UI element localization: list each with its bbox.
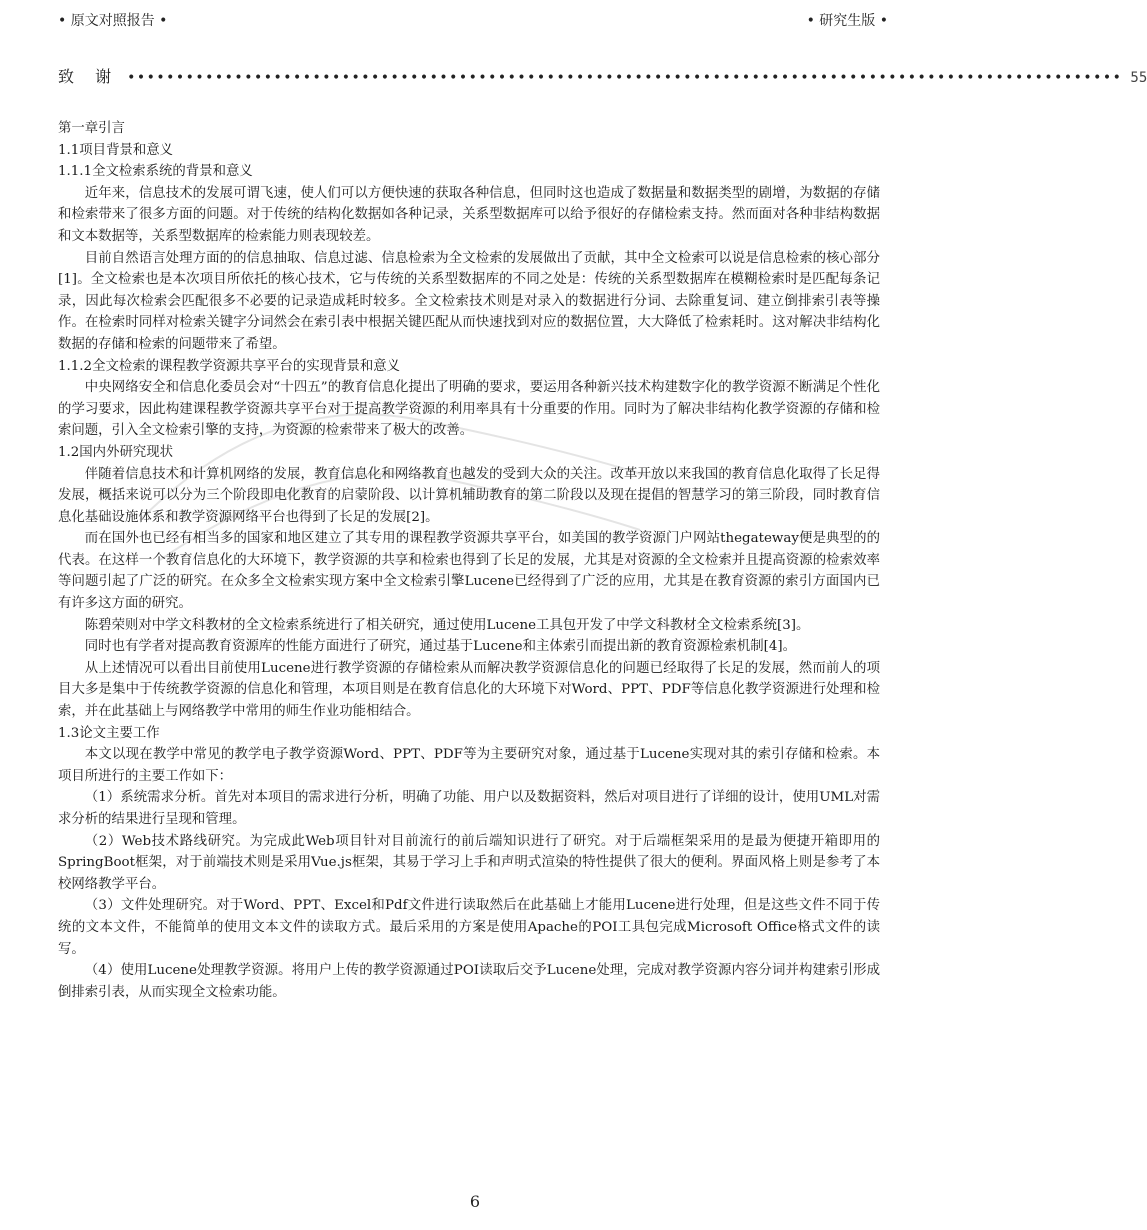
toc-leader-dots: •••••••••••••••••••••••••••••••••••••••••••••••••••••••••••••••••••••••••••••••••••••••••••••••••••••• bbox=[127, 70, 1123, 86]
section-heading: 1.1项目背景和意义 bbox=[58, 142, 174, 158]
document-body bbox=[58, 118, 880, 1003]
paragraph: 而在国外也已经有相当多的国家和地区建立了其专用的课程教学资源共享平台，如美国的教学资源门户网站thegateway便是典型的的代表。在这样一个教育信息化的大环境下，教学资源的共享和检索也得到了长足的发展，尤其是对资源的全文检索并且提高资源的检索效率等问题引起了广泛的研究。在众多全文检索实现方案中全文检索引擎Lucene已经得到了广泛的应用，尤其是在教育资源的索引方面国内已有许多这方面的研究。 bbox=[58, 531, 880, 612]
section-heading: 第一章引言 bbox=[58, 121, 125, 136]
header-right: • 研究生版 • bbox=[806, 13, 888, 29]
paragraph: 本文以现在教学中常见的教学电子教学资源Word、PPT、PDF等为主要研究对象，通过基于Lucene实现对其的索引存储和检索。本项目所进行的主要工作如下： bbox=[58, 747, 880, 784]
paragraph: 从上述情况可以看出目前使用Lucene进行教学资源的存储检索从而解决教学资源信息化的问题已经取得了长足的发展，然而前人的项目大多是集中于传统教学资源的信息化和管理，本项目则是在教育信息化的大环境下对Word、PPT、PDF等信息化教学资源进行处理和检索，并在此基础上与网络教学中常用的师生作业功能相结合。 bbox=[58, 660, 880, 720]
paragraph: （3）文件处理研究。对于Word、PPT、Excel和Pdf文件进行读取然后在此基础上才能用Lucene进行处理，但是这些文件不同于传统的文本文件，不能简单的使用文本文件的读取方式。最后采用的方案是使用Apache的POI工具包完成Microsoft Office格式文件的读写。 bbox=[58, 898, 880, 957]
paragraph: 近年来，信息技术的发展可谓飞速，使人们可以方便快速的获取各种信息，但同时这也造成了数据量和数据类型的剧增，为数据的存储和检索带来了很多方面的问题。对于传统的结构化数据如各种记录，关系型数据库可以给予很好的存储检索支持。然而面对各种非结构数据和文本数据等，关系型数据库的检索能力则表现较差。 bbox=[58, 185, 880, 244]
toc-page-number: 55 bbox=[1130, 70, 1147, 86]
toc-title: 致 谢 bbox=[58, 67, 120, 86]
paragraph: 同时也有学者对提高教育资源库的性能方面进行了研究，通过基于Lucene和主体索引而提出新的教育资源检索机制[4]。 bbox=[84, 639, 797, 655]
section-heading: 1.3论文主要工作 bbox=[58, 725, 160, 741]
toc-entry[interactable] bbox=[58, 64, 1147, 87]
header-left: • 原文对照报告 • bbox=[58, 13, 168, 29]
paragraph: 陈碧荣则对中学文科教材的全文检索系统进行了相关研究，通过使用Lucene工具包开发了中学文科教材全文检索系统[3]。 bbox=[84, 617, 810, 633]
paragraph: （4）使用Lucene处理教学资源。将用户上传的教学资源通过POI读取后交予Lucene处理，完成对教学资源内容分词并构建索引形成倒排索引表，从而实现全文检索功能。 bbox=[58, 963, 880, 1000]
paragraph: 目前自然语言处理方面的的信息抽取、信息过滤、信息检索为全文检索的发展做出了贡献，其中全文检索可以说是信息检索的核心部分[1]。全文检索也是本次项目所依托的核心技术，它与传统的关系型数据库的不同之处是：传统的关系型数据库在模糊检索时是匹配每条记录，因此每次检索会匹配很多不必要的记录造成耗时较多。全文检索技术则是对录入的数据进行分词、去除重复词、建立倒排索引表等操作。在检索时同样对检索关键字分词然会在索引表中根据关键匹配从而快速找到对应的数据位置，大大降低了检索耗时。这对解决非结构化数据的存储和检索的问题带来了希望。 bbox=[58, 250, 880, 352]
paragraph: 中央网络安全和信息化委员会对“十四五”的教育信息化提出了明确的要求，要运用各种新兴技术构建数字化的教学资源不断满足个性化的学习要求，因此构建课程教学资源共享平台对于提高教学资源的利用率具有十分重要的作用。同时为了解决非结构化教学资源的存储和检索问题，引入全文检索引擎的支持，为资源的检索带来了极大的改善。 bbox=[58, 380, 880, 439]
paragraph: 伴随着信息技术和计算机网络的发展，教育信息化和网络教育也越发的受到大众的关注。改革开放以来我国的教育信息化取得了长足得发展，概括来说可以分为三个阶段即电化教育的启蒙阶段、以计算机辅助教育的第二阶段以及现在提倡的智慧学习的第三阶段，同时教育信息化基础设施体系和教学资源网络平台也得到了长足的发展[2]。 bbox=[58, 466, 880, 525]
section-heading: 1.1.2全文检索的课程教学资源共享平台的实现背景和意义 bbox=[58, 358, 401, 374]
section-heading: 1.1.1全文检索系统的背景和意义 bbox=[58, 164, 253, 180]
section-heading: 1.2国内外研究现状 bbox=[58, 444, 174, 460]
paragraph: （1）系统需求分析。首先对本项目的需求进行分析，明确了功能、用户以及数据资料，然后对项目进行了详细的设计，使用UML对需求分析的结果进行呈现和管理。 bbox=[58, 790, 880, 827]
page-number: 6 bbox=[469, 1192, 481, 1211]
paragraph: （2）Web技术路线研究。为完成此Web项目针对目前流行的前后端知识进行了研究。对于后端框架采用的是最为便捷开箱即用的SpringBoot框架，对于前端技术则是采用Vue.js框架，其易于学习上手和声明式渲染的特性提供了很大的便利。界面风格上则是参考了本校网络教学平台。 bbox=[58, 833, 880, 892]
